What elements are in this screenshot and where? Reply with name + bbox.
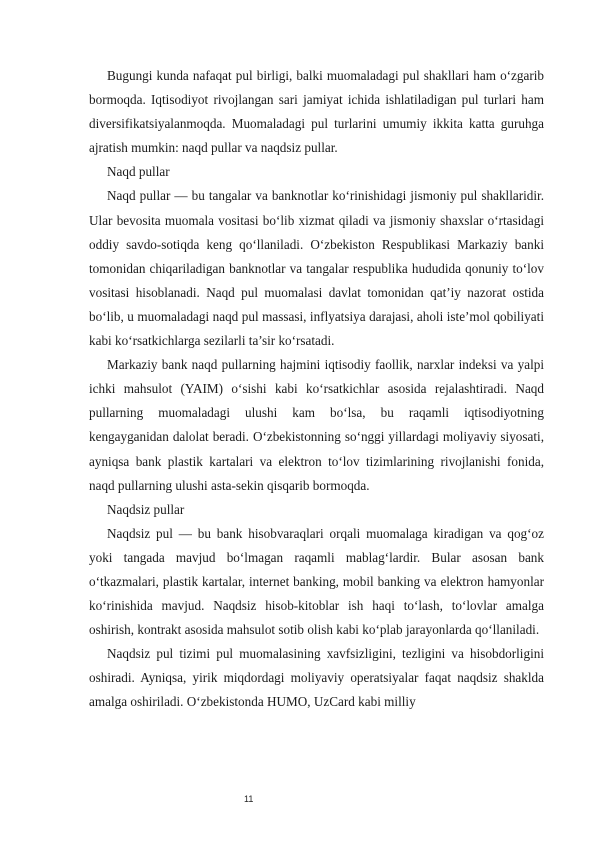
- paragraph-noncash-definition: Naqdsiz pul — bu bank hisobvaraqlari orqali muomalaga kiradigan va qog‘oz yoki tangada mavjud bo‘lmagan raqamli mablag‘lardir. Bular asosan bank o‘tkazmalari, plastik kartalar, internet banking, mobil banking va elektron hamyonlar ko‘rinishida mavjud. Naqdsiz hisob-kitoblar ish haqi to‘lash, to‘lovlar amalga oshirish, kontrakt asosida mahsulot sotib olish kabi ko‘plab jarayonlarda qo‘llaniladi.: [89, 525, 544, 638]
- paragraph-cash-definition: Naqd pullar — bu tangalar va banknotlar ko‘rinishidagi jismoniy pul shakllaridir. Ular bevosita muomala vositasi bo‘lib xizmat qiladi va jismoniy shaxslar o‘rtasidagi oddiy savdo-sotiqda keng qo‘llaniladi. O‘zbekiston Respublikasi Markaziy banki tomonidan chiqariladigan banknotlar va tangalar respublika hududida qonuniy to‘lov vositasi hisoblanadi. Naqd pul muomalasi davlat tomonidan qat’iy nazorat ostida bo‘lib, u muomaladagi naqd pul massasi, inflyatsiya darajasi, aholi iste’mol qobiliyati kabi ko‘rsatkichlarga sezilarli ta’sir ko‘rsatadi.: [89, 188, 544, 349]
- paragraph-intro: Bugungi kunda nafaqat pul birligi, balki muomaladagi pul shakllari ham o‘zgarib bormoqda. Iqtisodiyot rivojlangan sari jamiyat ichida ishlatiladigan pul turlari ham diversifikatsiyalanmoqda. Muomaladagi pul turlarini umumiy ikkita katta guruhga ajratish mumkin: naqd pullar va naqdsiz pullar.: [89, 68, 544, 156]
- document-body: [89, 64, 544, 715]
- paragraph-central-bank: Markaziy bank naqd pullarning hajmini iqtisodiy faollik, narxlar indeksi va yalpi ichki mahsulot (YAIM) o‘sishi kabi ko‘rsatkichlar asosida rejalashtiradi. Naqd pullarning muomaladagi ulushi kam bo‘lsa, bu raqamli iqtisodiyotning kengayganidan dalolat beradi. O‘zbekistonning so‘nggi yillardagi moliyaviy siyosati, ayniqsa bank plastik kartalari va elektron to‘lov tizimlarining rivojlanishi fonida, naqd pullarning ulushi asta-sekin qisqarib bormoqda.: [89, 357, 544, 493]
- section-heading-cash: Naqd pullar: [107, 164, 170, 180]
- paragraph-noncash-system: Naqdsiz pul tizimi pul muomalasining xavfsizligini, tezligini va hisobdorligini oshiradi. Ayniqsa, yirik miqdordagi moliyaviy operatsiyalar faqat naqdsiz shaklda amalga oshiriladi. O‘zbekistonda HUMO, UzCard kabi milliy: [89, 646, 544, 710]
- page-number: 11: [244, 794, 254, 804]
- section-heading-noncash: Naqdsiz pullar: [107, 501, 185, 517]
